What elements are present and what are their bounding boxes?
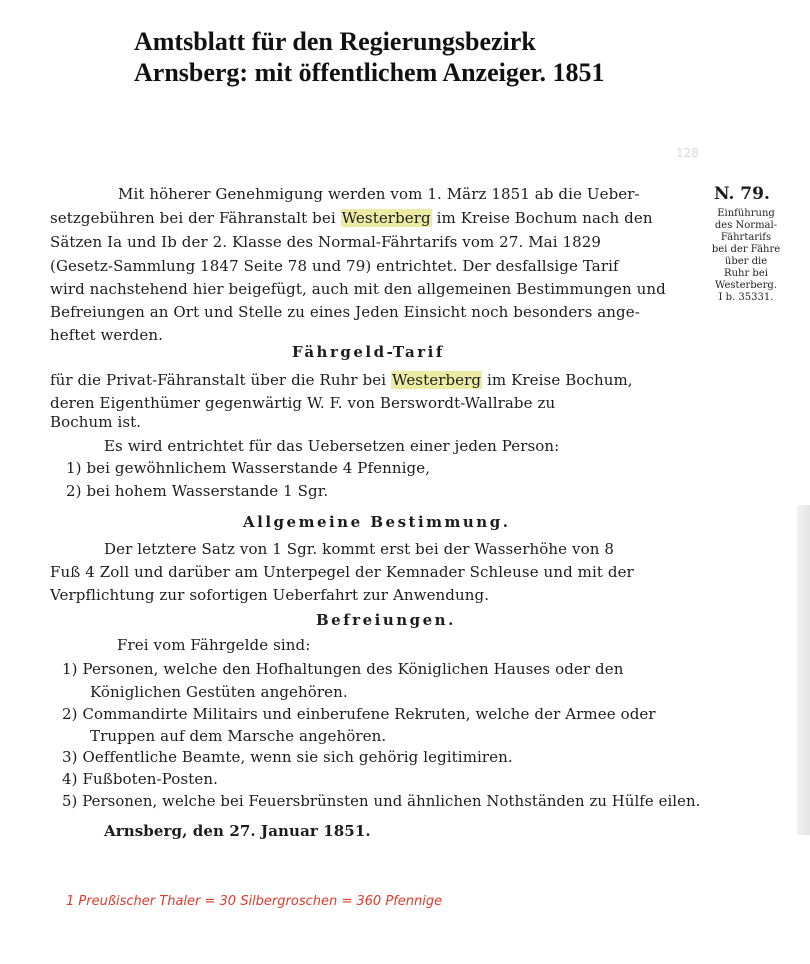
highlighted-word: Westerberg [392,371,482,389]
footnote: 1 Preußischer Thaler = 30 Silbergroschen = 360 Pfennige [66,894,443,909]
befreiungen-item-3: 3) Oeffentliche Beamte, wenn sie sich gehörig legitimiren. [62,748,513,766]
tarif-text-3: Bochum ist. [50,413,142,431]
margin-note-7: Westerberg. [715,280,777,291]
befreiungen-heading: Befreiungen. [316,611,456,629]
intro-line-1: Mit höherer Genehmigung werden vom 1. März 1851 ab die Ueber- [118,185,640,203]
title-line-2: Arnsberg: mit öffentlichem Anzeiger. 1851 [134,58,605,87]
intro-line-5: wird nachstehend hier beigefügt, auch mit den allgemeinen Bestimmungen und [50,280,666,298]
befreiungen-item-4: 4) Fußboten-Posten. [62,770,218,788]
intro-line-2 [50,209,653,227]
highlighted-word: Westerberg [341,209,431,227]
tarif-item-1: 1) bei gewöhnlichem Wasserstande 4 Pfennige, [66,459,431,477]
intro-line-6: Befreiungen an Ort und Stelle zu eines Jeden Einsicht noch besonders ange- [50,303,640,321]
tarif-text-1-content: für die Privat-Fähranstalt über die Ruhr bei Westerberg im Kreise Bochum, [50,371,633,389]
intro-line-3: Sätzen Ia und Ib der 2. Klasse des Normal-Fährtarifs vom 27. Mai 1829 [50,233,602,251]
allgemeine-text-2: Fuß 4 Zoll und darüber am Unterpegel der Kemnader Schleuse und mit der [50,563,634,581]
tarif-heading: Fährgeld-Tarif [292,343,445,361]
title-line-1: Amtsblatt für den Regierungsbezirk [134,27,536,56]
margin-note-4: bei der Fähre [711,244,781,255]
befreiungen-item-2: 2) Commandirte Militairs und einberufene Rekruten, welche der Armee oder [62,705,656,723]
befreiungen-item-1: 1) Personen, welche den Hofhaltungen des Königlichen Hauses oder den [62,660,624,678]
margin-note-6: Ruhr bei [724,268,768,279]
margin-note-3: Fährtarifs [720,232,772,243]
margin-note-2: des Normal- [714,220,778,231]
allgemeine-heading: Allgemeine Bestimmung. [243,513,511,531]
margin-number: N. 79. [714,184,770,204]
margin-note-5: über die [724,256,768,267]
faint-page-number: 128 [676,146,699,160]
intro-line-7: heftet werden. [50,326,163,344]
scan-edge-shadow [797,505,810,835]
margin-note-1: Einführung [717,208,775,219]
allgemeine-text-3: Verpflichtung zur sofortigen Ueberfahrt zur Anwendung. [50,586,490,604]
intro-line-4: (Gesetz-Sammlung 1847 Seite 78 und 79) entrichtet. Der desfallsige Tarif [50,257,619,275]
tarif-intro: Es wird entrichtet für das Uebersetzen einer jeden Person: [104,437,560,455]
befreiungen-item-2b: Truppen auf dem Marsche angehören. [90,727,387,745]
tarif-text-1 [50,371,633,389]
befreiungen-item-1b: Königlichen Gestüten angehören. [90,683,348,701]
intro-line-2-text: setzgebühren bei der Fähranstalt bei Westerberg im Kreise Bochum nach den [50,209,653,227]
allgemeine-text-1: Der letztere Satz von 1 Sgr. kommt erst bei der Wasserhöhe von 8 [104,540,615,558]
befreiungen-intro: Frei vom Fährgelde sind: [117,636,311,654]
margin-note-8: I b. 35331. [718,292,774,303]
tarif-text-2: deren Eigenthümer gegenwärtig W. F. von Berswordt-Wallrabe zu [50,394,556,412]
befreiungen-item-5: 5) Personen, welche bei Feuersbrünsten und ähnlichen Nothständen zu Hülfe eilen. [62,792,701,810]
tarif-item-2: 2) bei hohem Wasserstande 1 Sgr. [66,482,329,500]
signature: Arnsberg, den 27. Januar 1851. [104,822,371,840]
